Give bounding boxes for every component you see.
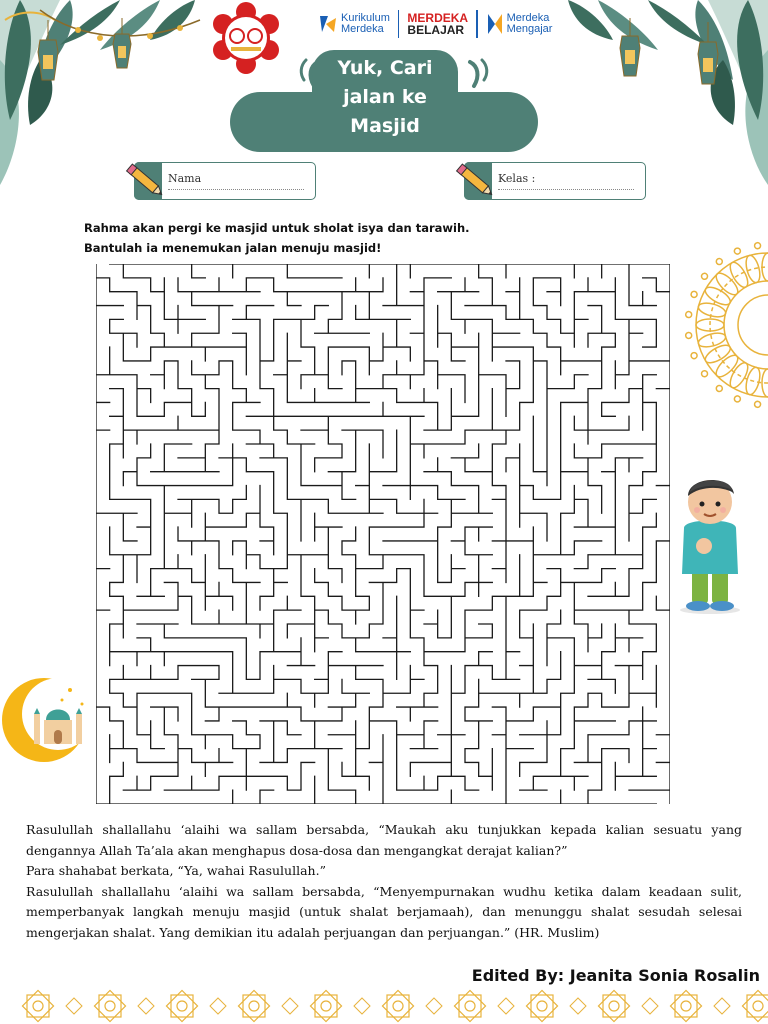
ornament-star-icon (670, 990, 701, 1021)
ornament-diamond-icon (282, 998, 298, 1014)
class-label: Kelas : (498, 172, 536, 185)
logo-divider (398, 10, 400, 38)
ornament-diamond-icon (426, 998, 442, 1014)
ornament-border (0, 988, 768, 1024)
ornament-diamond-icon (642, 998, 658, 1014)
instructions (84, 218, 644, 258)
mandala-decoration (672, 240, 768, 410)
instruction-line-2: Bantulah ia menemukan jalan menuju masjid! (84, 241, 382, 255)
ornament-star-icon (166, 990, 197, 1021)
boy-character-illustration (670, 470, 754, 615)
name-field[interactable] (124, 162, 316, 200)
pencil-icon (454, 162, 498, 202)
ornament-star-icon (22, 990, 53, 1021)
hadith-paragraph: Rasulullah shallallahu ‘alaihi wa sallam bersabda, “Menyempurnakan wudhu ketika dalam keadaan sulit, memperbanyak langkah menuju masjid (untuk shalat berjamaah), dan menunggu shalat sesudah selesai mengerjakan shalat. Yang demikian itu adalah perjuangan dan perjuangan.” (HR. Muslim) (26, 883, 742, 940)
ornament-diamond-icon (570, 998, 586, 1014)
ornament-star-icon (742, 990, 768, 1021)
merdeka-belajar-logo (407, 12, 468, 36)
merdeka-belajar-text-top: MERDEKA (407, 11, 469, 25)
class-field[interactable] (454, 162, 646, 200)
ornament-star-icon (454, 990, 485, 1021)
name-line (168, 189, 304, 190)
sparkle-decoration (466, 56, 506, 92)
ornament-star-icon (382, 990, 413, 1021)
merdeka-mengajar-text: Merdeka Mengajar (506, 12, 553, 35)
merdeka-mengajar-icon (486, 12, 504, 36)
merdeka-belajar-text-bottom: BELAJAR (407, 23, 465, 37)
ornament-diamond-icon (210, 998, 226, 1014)
ornament-star-icon (238, 990, 269, 1021)
class-line (498, 189, 634, 190)
maze-puzzle[interactable] (96, 264, 670, 804)
name-label: Nama (168, 172, 202, 185)
ornament-diamond-icon (714, 998, 730, 1014)
curriculum-logos (318, 6, 558, 42)
mosque-icon (0, 670, 96, 768)
hadith-paragraph: Para shahabat berkata, “Ya, wahai Rasulullah.” (26, 863, 326, 878)
ornament-diamond-icon (354, 998, 370, 1014)
kurikulum-merdeka-logo (318, 12, 390, 36)
ornament-star-icon (598, 990, 629, 1021)
ornament-diamond-icon (138, 998, 154, 1014)
kurikulum-merdeka-icon (318, 12, 338, 36)
hadith-text (26, 820, 742, 943)
hadith-paragraph: Rasulullah shallallahu ‘alaihi wa sallam bersabda, “Maukah aku tunjukkan kepada kalian sesuatu yang dengannya Allah Ta’ala akan menghapus dosa-dosa dan mengangkat derajat kalian?” (26, 822, 742, 858)
page-title: Yuk, Cari jalan ke Masjid (337, 57, 433, 137)
editor-credit: Edited By: Jeanita Sonia Rosalin (471, 966, 760, 985)
merdeka-mengajar-logo (486, 12, 553, 36)
instruction-line-1: Rahma akan pergi ke masjid untuk sholat isya dan tarawih. (84, 221, 470, 235)
ornament-star-icon (310, 990, 341, 1021)
ornament-diamond-icon (66, 998, 82, 1014)
ornament-diamond-icon (498, 998, 514, 1014)
sparkle-decoration (282, 56, 322, 92)
pencil-icon (124, 162, 168, 202)
ornament-star-icon (526, 990, 557, 1021)
ornament-star-icon (94, 990, 125, 1021)
maze-walls (96, 264, 670, 804)
kurikulum-merdeka-text: Kurikulum Merdeka (341, 12, 390, 35)
logo-divider (476, 10, 478, 38)
